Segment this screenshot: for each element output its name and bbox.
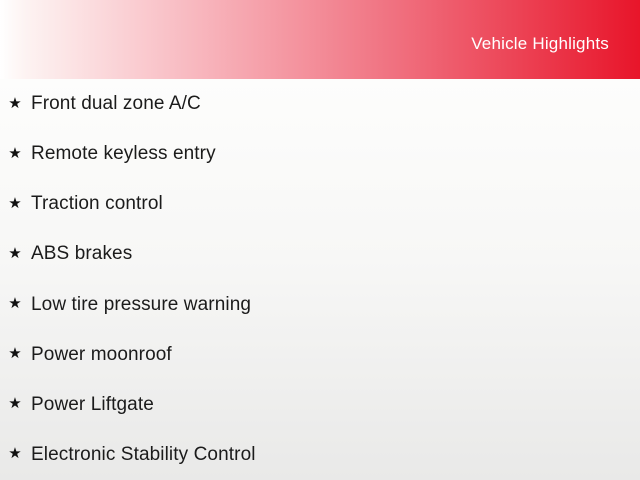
star-icon: ★ — [8, 345, 22, 363]
list-item — [0, 380, 640, 430]
list-item-label: ABS brakes — [31, 243, 133, 265]
list-item — [0, 229, 640, 279]
list-item — [0, 280, 640, 330]
list-item-label: Low tire pressure warning — [31, 293, 252, 315]
list-item — [0, 129, 640, 179]
header-banner — [0, 0, 640, 79]
star-icon: ★ — [8, 144, 22, 162]
star-icon: ★ — [8, 445, 22, 463]
star-icon: ★ — [8, 94, 22, 112]
list-item — [0, 179, 640, 229]
list-item-label: Power moonroof — [31, 343, 172, 365]
star-icon: ★ — [8, 194, 22, 212]
star-icon: ★ — [8, 295, 22, 313]
list-item — [0, 330, 640, 380]
list-item — [0, 430, 640, 480]
list-item-label: Remote keyless entry — [31, 143, 216, 165]
page-title: Vehicle Highlights — [471, 34, 609, 53]
list-item-label: Power Liftgate — [31, 393, 154, 415]
list-item — [0, 79, 640, 129]
star-icon: ★ — [8, 395, 22, 413]
list-item-label: Electronic Stability Control — [31, 443, 256, 465]
list-item-label: Traction control — [31, 193, 163, 215]
star-icon: ★ — [8, 244, 22, 262]
list-item-label: Front dual zone A/C — [31, 93, 201, 115]
highlights-list — [0, 79, 640, 480]
